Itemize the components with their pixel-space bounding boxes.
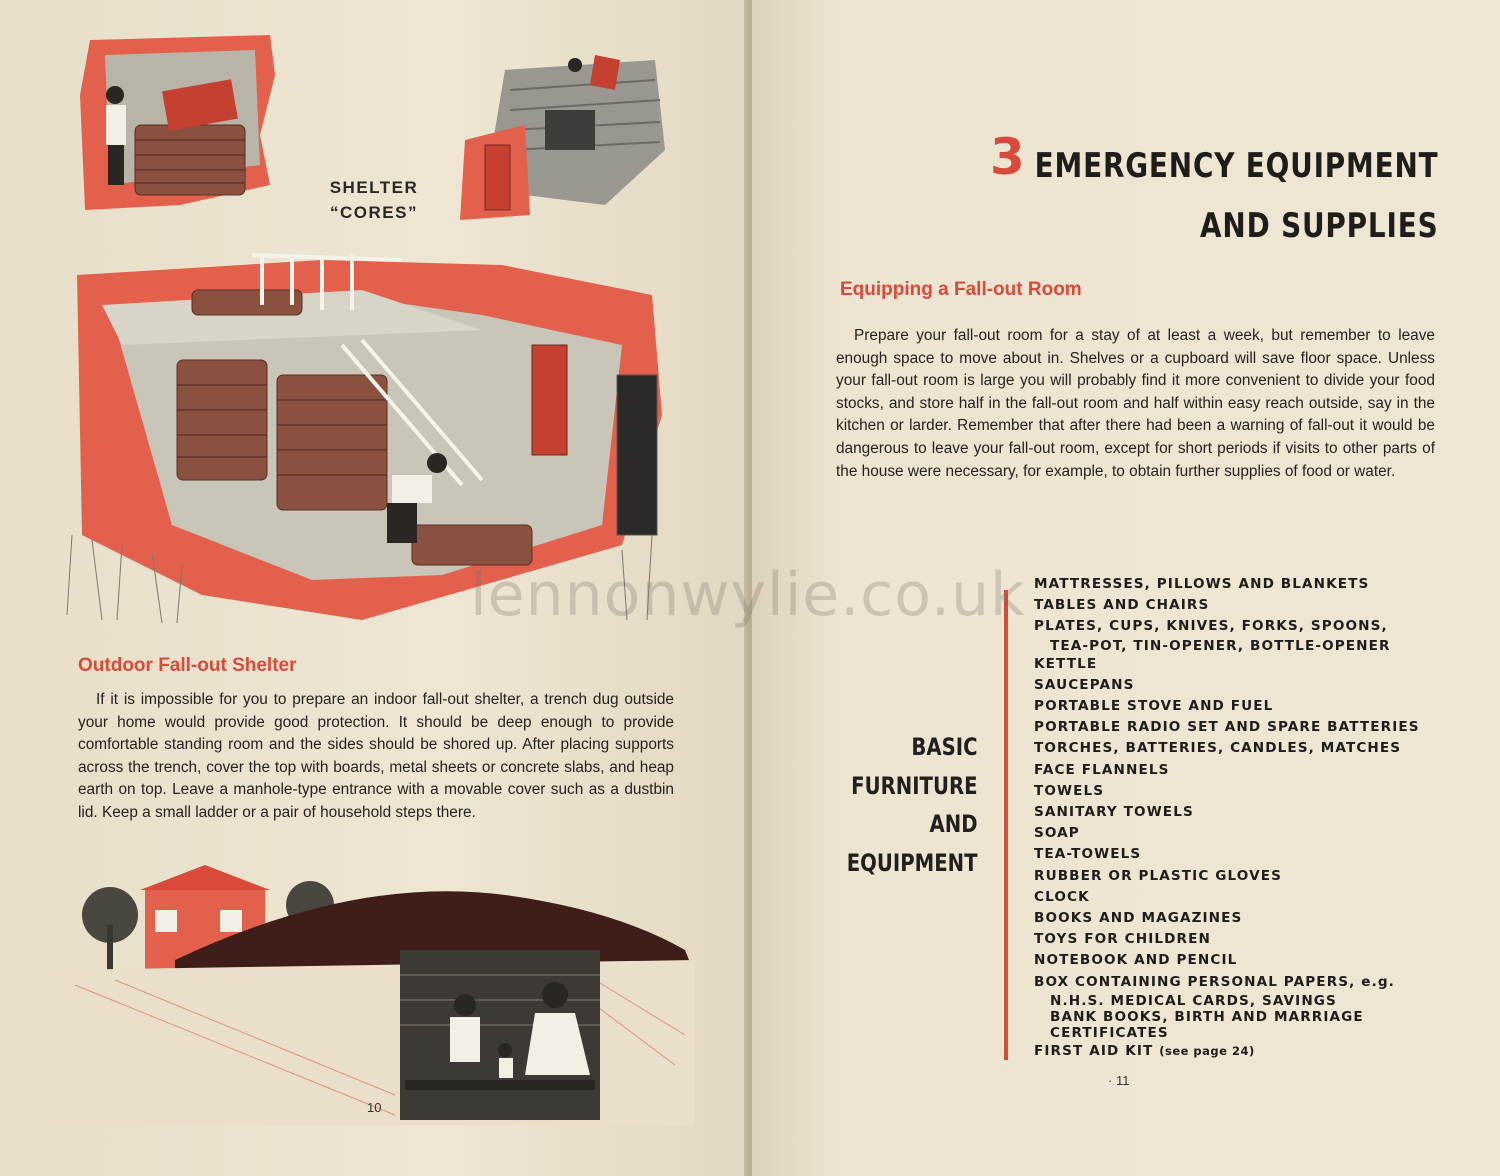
outdoor-shelter-heading: Outdoor Fall-out Shelter [78,655,297,676]
red-divider-rule [1004,590,1008,1060]
list-item: TOYS FOR CHILDREN [1034,931,1211,948]
list-item-continuation: N.H.S. MEDICAL CARDS, SAVINGS [1050,992,1337,1009]
list-item: TEA-TOWELS [1034,846,1142,863]
list-item-continuation: TEA-POT, TIN-OPENER, BOTTLE-OPENER [1050,637,1391,654]
list-item: MATTRESSES, PILLOWS AND BLANKETS [1034,576,1370,592]
list-item: TOWELS [1034,782,1105,799]
list-item-note: (see page 24) [1159,1043,1255,1058]
list-item: SANITARY TOWELS [1034,804,1194,821]
right-page-number: · 11 [1108,1073,1130,1088]
chapter-title [1034,136,1438,256]
list-item: TABLES AND CHAIRS [1034,597,1210,614]
label-line-2: FURNITURE [851,771,978,800]
outdoor-shelter-paragraph: If it is impossible for you to prepare an indoor fall-out shelter, a trench dug outside your home would provide good protection. It should be deep enough to provide comfortable standing room and the sides should be shored up. After placing supports across the trench, cover the top with boards, metal sheets or concrete slabs, and heap earth on top. Leave a manhole-type entrance with a movable cover such as a dustbin lid. Keep a small ladder or a pair of household steps there. [78,691,674,821]
list-item: SAUCEPANS [1034,676,1135,693]
list-item: RUBBER OR PLASTIC GLOVES [1034,867,1282,884]
list-item-line: PLATES, CUPS, KNIVES, FORKS, SPOONS, [1034,618,1388,635]
label-line-4: EQUIPMENT [847,848,978,877]
list-item-continuation: BANK BOOKS, BIRTH AND MARRIAGE [1050,1008,1364,1025]
list-item: FACE FLANNELS [1034,761,1170,778]
list-item: PORTABLE STOVE AND FUEL [1034,698,1274,715]
label-line-3: AND [929,810,978,838]
basic-furniture-label [847,728,978,882]
outdoor-shelter-body [78,689,674,825]
list-item: TORCHES, BATTERIES, CANDLES, MATCHES [1034,740,1402,757]
left-page-number: 10 [367,1100,382,1115]
shelter-cores-illustration [70,15,290,215]
list-item: KETTLE [1034,655,1098,672]
roof-loft-illustration [455,30,670,220]
list-item-line: BOX CONTAINING PERSONAL PAPERS, e.g. [1034,973,1395,990]
list-item-line: FIRST AID KIT [1034,1042,1154,1059]
list-item [1034,1041,1420,1062]
list-item-continuation: CERTIFICATES [1050,1024,1169,1041]
caption-line-2: “CORES” [330,203,418,222]
chapter-title-line-1: EMERGENCY EQUIPMENT [1034,146,1438,186]
trench-shelter-illustration [55,865,695,1125]
list-item: BOOKS AND MAGAZINES [1034,910,1243,927]
fallout-room-paragraph: Prepare your fall-out room for a stay of at least a week, but remember to leave enough space to move about in. Shelves or a cupboard will save floor space. Unless your fall-out room is large you will probably find it more convenient to divide your food stocks, and store half in the fall-out room and half within easy reach outside, say in the kitchen or larder. Remember that after there had been a warning of fall-out it would be dangerous to leave your fall-out room, except for short periods if visits to other parts of the house were necessary, for example, to obtain further supplies of food or water. [836,327,1435,480]
list-item: NOTEBOOK AND PENCIL [1034,952,1238,969]
label-line-1: BASIC [911,733,978,761]
list-item [1034,972,1420,1041]
fallout-room-heading: Equipping a Fall-out Room [840,279,1082,300]
website-watermark: lennonwylie.co.uk [470,560,1026,630]
shelter-cores-caption [318,175,430,225]
list-item: SOAP [1034,825,1080,842]
list-item: PORTABLE RADIO SET AND SPARE BATTERIES [1034,719,1420,736]
chapter-title-line-2: AND SUPPLIES [1199,206,1438,246]
fallout-room-body [836,325,1435,483]
caption-line-1: SHELTER [329,178,419,197]
list-item [1034,616,1420,653]
chapter-number: 3 [990,128,1025,186]
list-item: CLOCK [1034,888,1090,905]
supplies-list [1034,574,1420,1062]
